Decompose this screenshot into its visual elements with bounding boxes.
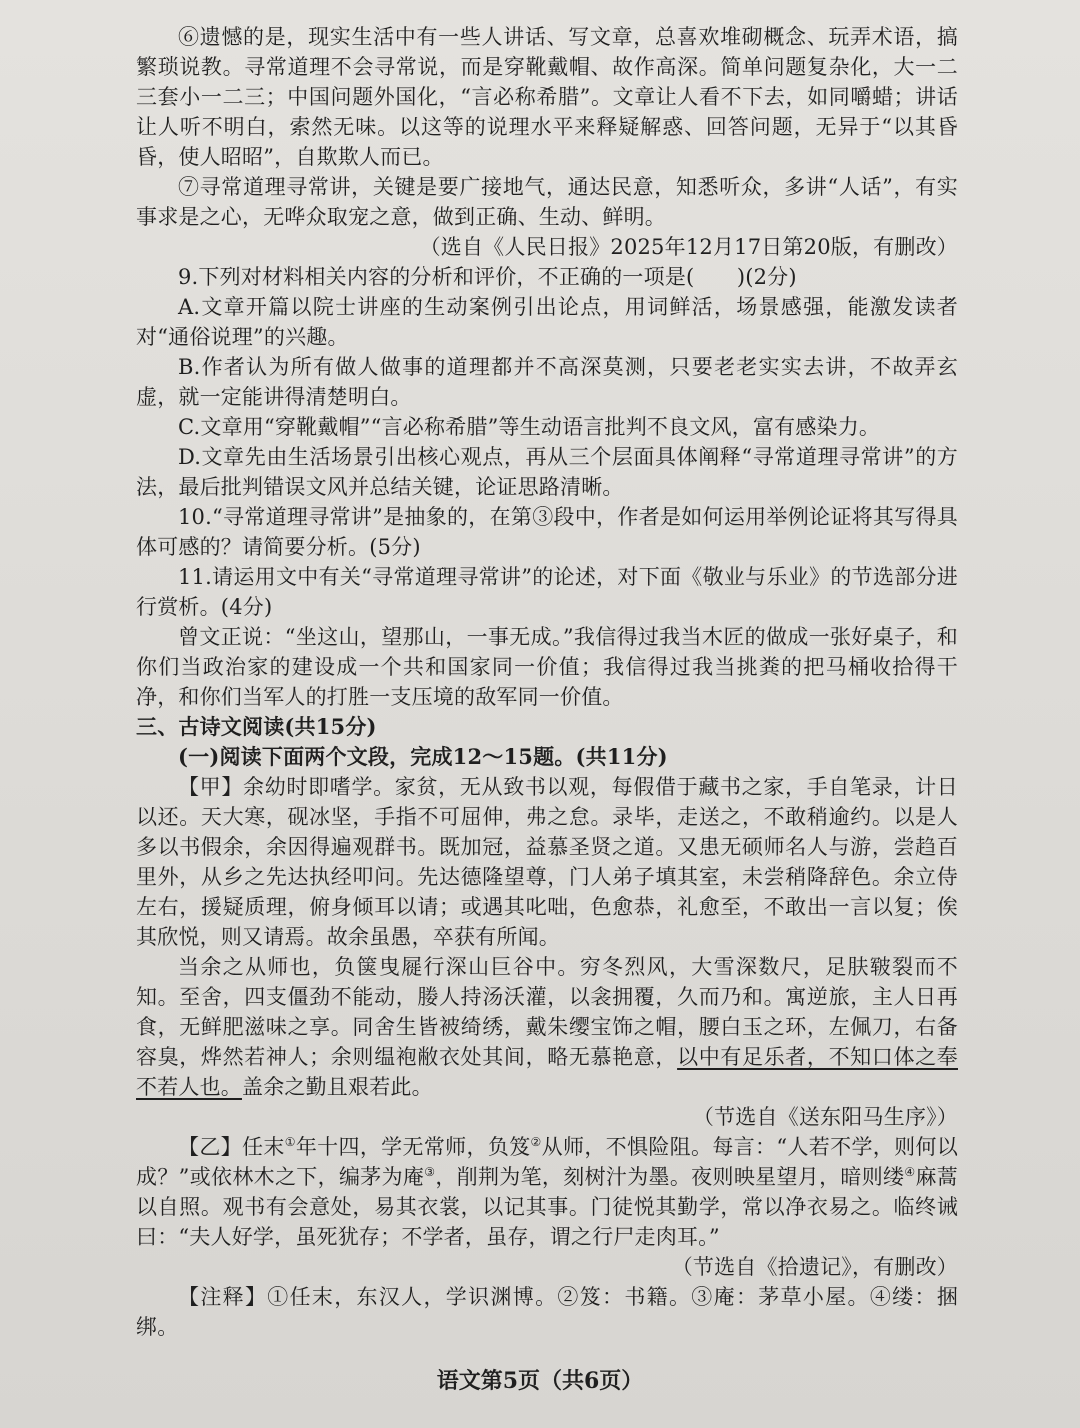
footnote-marker-2: ② (530, 1135, 542, 1149)
section-3-heading: 三、古诗文阅读(共15分) (136, 714, 377, 739)
source-citation-2: （节选自《送东阳马生序》） (692, 1105, 958, 1129)
passage-jia-paragraph-2 (136, 952, 958, 1102)
passage-yi-text-1: 【乙】任末 (178, 1135, 285, 1159)
annotations: 【注释】①任末，东汉人，学识渊博。②笈：书籍。③庵：茅草小屋。④缕：捆绑。 (136, 1285, 958, 1339)
underlined-sentence: 以中有足乐者，不知口体之奉不若人也。 (136, 1045, 958, 1099)
question-9-stem: 9.下列对材料相关内容的分析和评价，不正确的一项是( )(2分) (178, 265, 797, 289)
question-9-option-c: C.文章用“穿靴戴帽”“言必称希腊”等生动语言批判不良文风，富有感染力。 (178, 415, 881, 439)
passage-yi-text-3: 从师，不惧险阻。每言：“人若不学，则何以成？”或依林木之下，编茅为庵 (136, 1135, 959, 1189)
subsection-1-heading: (一)阅读下面两个文段，完成12～15题。(共11分) (178, 744, 668, 769)
paragraph-7: ⑦寻常道理寻常讲，关键是要广接地气，通达民意，知悉听众，多讲“人话”，有实事求是之心，无哗众取宠之意，做到正确、生动、鲜明。 (136, 175, 958, 229)
question-9-option-a: A.文章开篇以院士讲座的生动案例引出论点，用词鲜活，场景感强，能激发读者对“通俗说理”的兴趣。 (136, 295, 958, 349)
passage-yi-text-4: ，削荆为笔，刻树汁为墨。夜则映星望月，暗则缕 (435, 1165, 905, 1189)
question-9-option-d: D.文章先由生活场景引出核心观点，再从三个层面具体阐释“寻常道理寻常讲”的方法，最后批判错误文风并总结关键，论证思路清晰。 (136, 445, 958, 499)
passage-jia-text-b: 盖余之勤且艰若此。 (242, 1075, 433, 1099)
question-11-quote: 曾文正说：“坐这山，望那山，一事无成。”我信得过我当木匠的做成一张好桌子，和你们当政治家的建设成一个共和国家同一价值；我信得过我当挑粪的把马桶收拾得干净，和你们当军人的打胜一支压境的敌军同一价值。 (136, 625, 958, 709)
passage-yi-text-5: 麻蒿以自照。观书有会意处，易其衣裳，以记其事。门徒悦其勤学，常以净衣易之。临终诫曰：“夫人好学，虽死犹存；不学者，虽存，谓之行尸走肉耳。” (136, 1165, 959, 1249)
passage-jia-paragraph-1: 【甲】余幼时即嗜学。家贫，无从致书以观，每假借于藏书之家，手自笔录，计日以还。天大寒，砚冰坚，手指不可屈伸，弗之怠。录毕，走送之，不敢稍逾约。以是人多以书假余，余因得遍观群书。既加冠，益慕圣贤之道。又患无硕师名人与游，尝趋百里外，从乡之先达执经叩问。先达德隆望尊，门人弟子填其室，未尝稍降辞色。余立侍左右，援疑质理，俯身倾耳以请；或遇其叱咄，色愈恭，礼愈至，不敢出一言以复；俟其欣悦，则又请焉。故余虽愚，卒获有所闻。 (136, 775, 958, 949)
source-citation-3: （节选自《拾遗记》，有删改） (671, 1255, 958, 1279)
passage-jia-text-a: 当余之从师也，负箧曳屣行深山巨谷中。穷冬烈风，大雪深数尺，足肤皲裂而不知。至舍，四支僵劲不能动，媵人持汤沃灌，以衾拥覆，久而乃和。寓逆旅，主人日再食，无鲜肥滋味之享。同舍生皆被绮绣，戴朱缨宝饰之帽，腰白玉之环，左佩刀，右备容臭，烨然若神人；余则缊袍敝衣处其间，略无慕艳意， (136, 955, 958, 1069)
footnote-marker-3: ③ (424, 1165, 436, 1179)
passage-yi-text-2: 年十四，学无常师，负笈 (295, 1135, 531, 1159)
page-content (136, 22, 958, 1342)
question-10: 10.“寻常道理寻常讲”是抽象的，在第③段中，作者是如何运用举例论证将其写得具体可感的？请简要分析。(5分) (136, 505, 958, 559)
paragraph-6: ⑥遗憾的是，现实生活中有一些人讲话、写文章，总喜欢堆砌概念、玩弄术语，搞繁琐说教。寻常道理不会寻常说，而是穿靴戴帽、故作高深。简单问题复杂化，大一二三套小一二三；中国问题外国化，“言必称希腊”。文章让人看不下去，如同嚼蜡；讲话让人听不明白，索然无味。以这等的说理水平来释疑解惑、回答问题，无异于“以其昏昏，使人昭昭”，自欺欺人而已。 (136, 25, 958, 169)
passage-yi (136, 1132, 958, 1252)
question-11: 11.请运用文中有关“寻常道理寻常讲”的论述，对下面《敬业与乐业》的节选部分进行赏析。(4分) (136, 565, 958, 619)
question-9-option-b: B.作者认为所有做人做事的道理都并不高深莫测，只要老老实实去讲，不故弄玄虚，就一定能讲得清楚明白。 (136, 355, 958, 409)
footnote-marker-1: ① (284, 1135, 296, 1149)
page-footer: 语文第5页（共6页） (436, 1368, 644, 1394)
source-citation-1: （选自《人民日报》2025年12月17日第20版，有删改） (419, 235, 958, 259)
footnote-marker-4: ④ (904, 1165, 916, 1179)
